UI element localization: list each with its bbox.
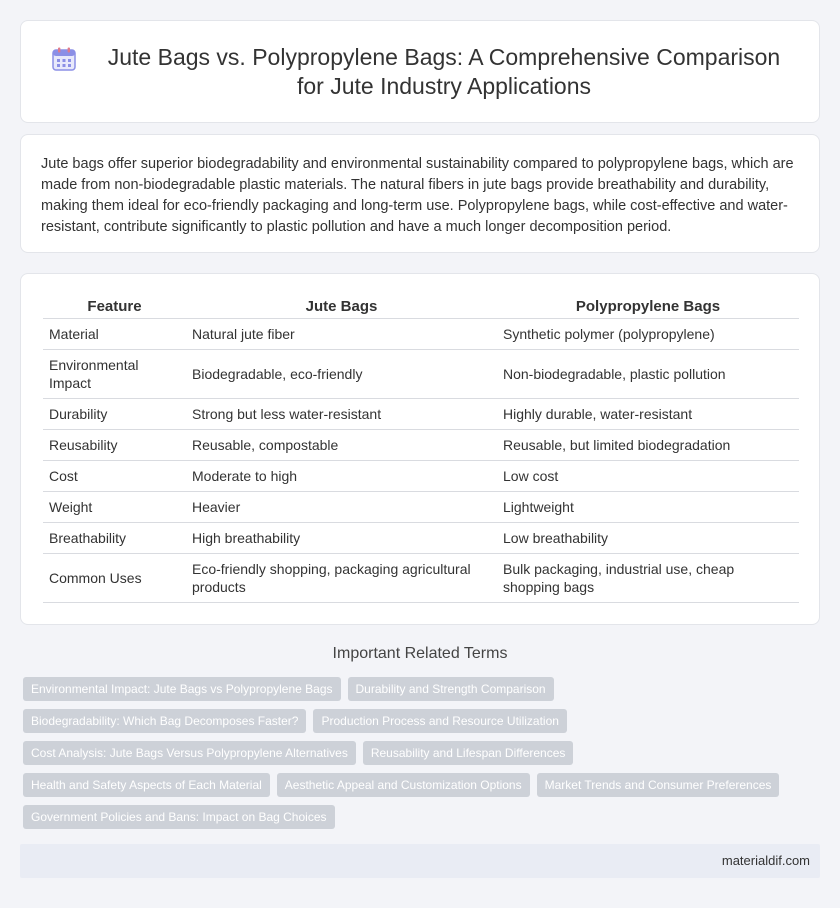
table-row: [43, 429, 799, 460]
page-title: Jute Bags vs. Polypropylene Bags: A Comprehensive Comparison for Jute Industry Applications: [107, 43, 781, 99]
related-tag[interactable]: Cost Analysis: Jute Bags Versus Polypropylene Alternatives: [23, 741, 356, 765]
row-feature: Reusability: [43, 429, 186, 460]
related-tag[interactable]: Reusability and Lifespan Differences: [363, 741, 574, 765]
table-row: [43, 460, 799, 491]
related-tag[interactable]: Durability and Strength Comparison: [348, 677, 554, 701]
related-tag[interactable]: Aesthetic Appeal and Customization Options: [277, 773, 530, 797]
row-polypropylene-value: Bulk packaging, industrial use, cheap shopping bags: [497, 553, 799, 602]
table-header-row: [43, 296, 799, 318]
header-feature: Feature: [43, 296, 186, 318]
row-jute-value: Biodegradable, eco-friendly: [186, 349, 497, 398]
related-tag[interactable]: Production Process and Resource Utilization: [313, 709, 566, 733]
row-polypropylene-value: Low cost: [497, 460, 799, 491]
header-polypropylene-bags: Polypropylene Bags: [497, 296, 799, 318]
row-feature: Common Uses: [43, 553, 186, 602]
header-jute-bags: Jute Bags: [186, 296, 497, 318]
row-polypropylene-value: Synthetic polymer (polypropylene): [497, 318, 799, 349]
related-terms-tags: [23, 677, 813, 829]
row-polypropylene-value: Non-biodegradable, plastic pollution: [497, 349, 799, 398]
row-jute-value: Natural jute fiber: [186, 318, 497, 349]
row-polypropylene-value: Lightweight: [497, 491, 799, 522]
row-feature: Breathability: [43, 522, 186, 553]
row-feature: Weight: [43, 491, 186, 522]
related-tag[interactable]: Environmental Impact: Jute Bags vs Polypropylene Bags: [23, 677, 341, 701]
row-jute-value: Eco-friendly shopping, packaging agricultural products: [186, 553, 497, 602]
row-polypropylene-value: Highly durable, water-resistant: [497, 398, 799, 429]
row-feature: Environmental Impact: [43, 349, 186, 398]
table-row: [43, 349, 799, 398]
related-tag[interactable]: Government Policies and Bans: Impact on Bag Choices: [23, 805, 335, 829]
row-jute-value: Strong but less water-resistant: [186, 398, 497, 429]
table-row: [43, 522, 799, 553]
comparison-table-card: [20, 273, 820, 625]
row-jute-value: Moderate to high: [186, 460, 497, 491]
summary-text: Jute bags offer superior biodegradability and environmental sustainability compared to polypropylene bags, which are made from non-biodegradable plastic materials. The natural fibers in jute bags provide breathability and durability, making them ideal for eco-friendly packaging and long-term use. Polypropylene bags, while cost-effective and water-resistant, contribute significantly to plastic pollution and have a much longer decomposition period.: [41, 156, 794, 235]
related-tag[interactable]: Market Trends and Consumer Preferences: [537, 773, 780, 797]
row-polypropylene-value: Reusable, but limited biodegradation: [497, 429, 799, 460]
header-card: [20, 20, 820, 123]
table-row: [43, 491, 799, 522]
row-jute-value: Reusable, compostable: [186, 429, 497, 460]
footer: [20, 844, 820, 878]
row-feature: Durability: [43, 398, 186, 429]
calendar-icon: [51, 46, 77, 72]
comparison-table: [43, 296, 799, 603]
related-tag[interactable]: Biodegradability: Which Bag Decomposes Faster?: [23, 709, 306, 733]
row-jute-value: Heavier: [186, 491, 497, 522]
table-row: [43, 553, 799, 602]
row-jute-value: High breathability: [186, 522, 497, 553]
row-feature: Cost: [43, 460, 186, 491]
related-terms-title: Important Related Terms: [332, 645, 508, 662]
related-tag[interactable]: Health and Safety Aspects of Each Material: [23, 773, 270, 797]
summary-card: [20, 134, 820, 253]
row-feature: Material: [43, 318, 186, 349]
footer-site-link[interactable]: materialdif.com: [721, 853, 810, 868]
row-polypropylene-value: Low breathability: [497, 522, 799, 553]
table-row: [43, 318, 799, 349]
table-row: [43, 398, 799, 429]
